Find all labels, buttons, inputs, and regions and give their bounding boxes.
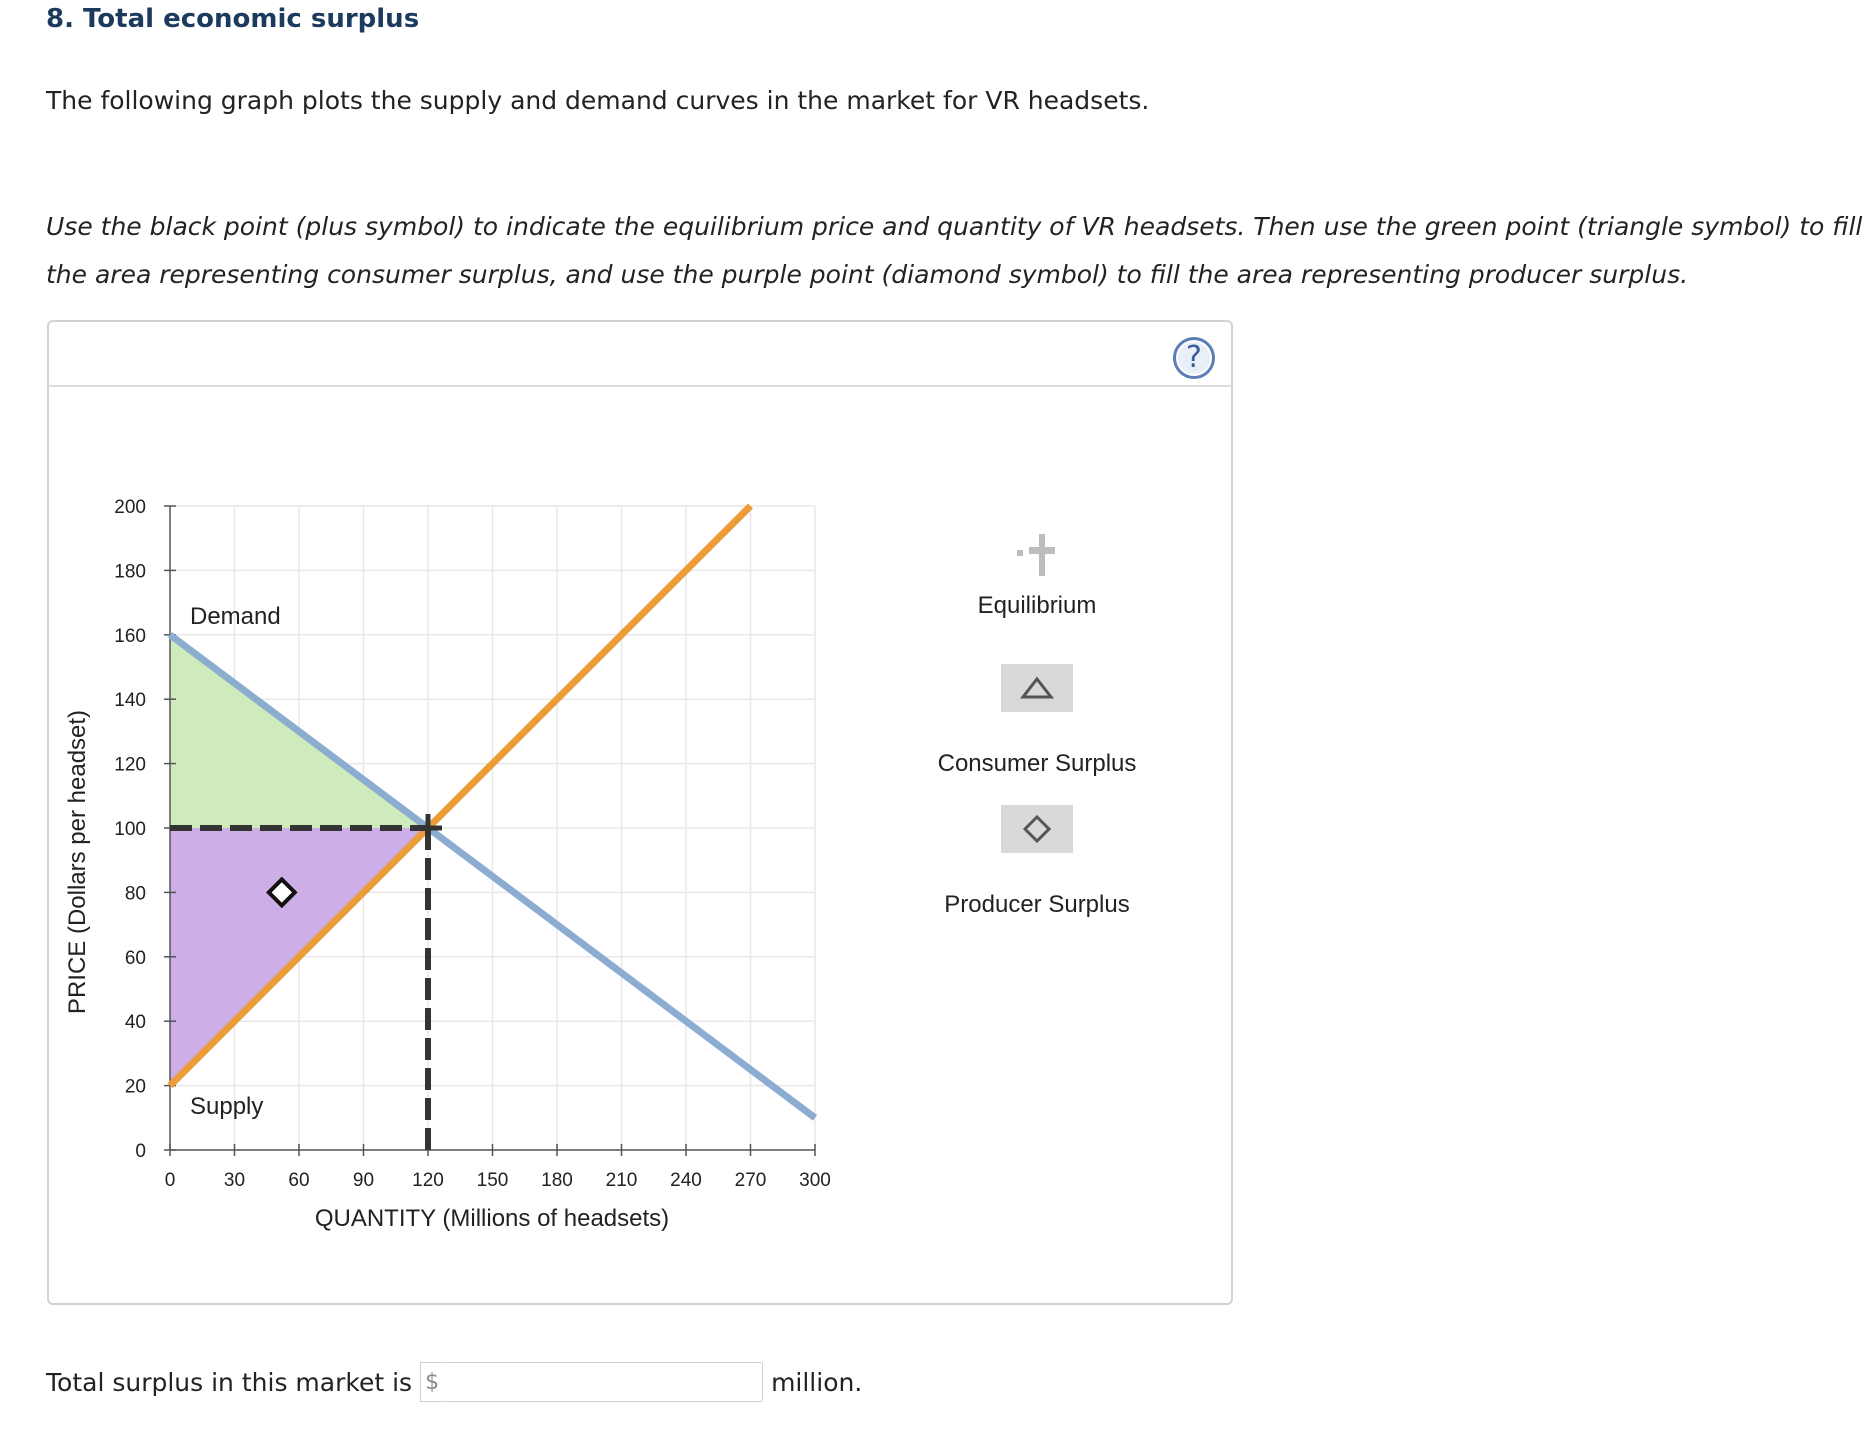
x-tick-label: 30 bbox=[223, 1170, 246, 1191]
y-tick-label: 100 bbox=[114, 819, 146, 840]
triangle-icon[interactable] bbox=[1001, 664, 1073, 712]
y-tick-label: 140 bbox=[114, 690, 146, 712]
demand-label: Demand bbox=[190, 603, 281, 630]
producer-surplus-label: Producer Surplus bbox=[944, 891, 1130, 918]
tool-consumer-surplus[interactable] bbox=[927, 664, 1147, 778]
x-tick-label: 180 bbox=[541, 1170, 573, 1191]
x-tick-label: 150 bbox=[476, 1170, 509, 1191]
tool-producer-surplus[interactable] bbox=[927, 805, 1147, 919]
currency-symbol: $ bbox=[425, 1369, 440, 1395]
total-surplus-input[interactable] bbox=[443, 1362, 763, 1402]
answer-prefix: Total surplus in this market is bbox=[46, 1367, 413, 1397]
answer-row bbox=[46, 1362, 862, 1402]
x-tick-label: 0 bbox=[164, 1170, 176, 1191]
y-tick-label: 0 bbox=[135, 1141, 146, 1162]
y-axis-label: PRICE (Dollars per headset) bbox=[64, 709, 91, 1015]
x-tick-label: 240 bbox=[670, 1170, 702, 1191]
x-tick-label: 210 bbox=[605, 1170, 638, 1191]
supply-label: Supply bbox=[190, 1093, 264, 1120]
x-tick-label: 300 bbox=[799, 1170, 831, 1191]
plus-icon-bar bbox=[414, 826, 442, 831]
currency-prefix bbox=[420, 1362, 443, 1402]
y-tick-label: 160 bbox=[114, 625, 146, 647]
answer-suffix: million. bbox=[771, 1367, 863, 1397]
equilibrium-label: Equilibrium bbox=[977, 592, 1097, 619]
y-tick-label: 60 bbox=[124, 947, 146, 969]
plus-icon[interactable] bbox=[927, 528, 1147, 584]
y-tick-label: 120 bbox=[114, 754, 146, 776]
y-tick-label: 80 bbox=[124, 883, 146, 905]
y-tick-label: 180 bbox=[114, 561, 146, 583]
x-tick-label: 120 bbox=[412, 1170, 444, 1191]
tool-equilibrium[interactable] bbox=[927, 528, 1147, 620]
question-title: 8. Total economic surplus bbox=[46, 4, 420, 34]
graph-panel bbox=[47, 320, 1233, 1305]
diamond-icon[interactable] bbox=[1001, 805, 1073, 853]
x-tick-label: 60 bbox=[288, 1170, 310, 1191]
question-intro: The following graph plots the supply and demand curves in the market for VR headsets. bbox=[46, 86, 1150, 115]
y-tick-label: 40 bbox=[124, 1012, 146, 1034]
y-tick-label: 20 bbox=[124, 1076, 146, 1098]
consumer-surplus-label: Consumer Surplus bbox=[937, 750, 1137, 777]
x-axis-label: QUANTITY (Millions of headsets) bbox=[314, 1205, 670, 1232]
x-tick-label: 270 bbox=[734, 1170, 767, 1191]
help-button[interactable]: ? bbox=[1173, 337, 1215, 379]
y-tick-label: 200 bbox=[114, 497, 146, 518]
x-tick-label: 90 bbox=[352, 1170, 375, 1191]
question-instruction: Use the black point (plus symbol) to indicate the equilibrium price and quantity of VR headsets. Then use the green point (triangle symbol) to fill the area representing consumer surplus, and use the purple point (diamond symbol) to fill the area representing producer surplus. bbox=[46, 212, 1863, 289]
